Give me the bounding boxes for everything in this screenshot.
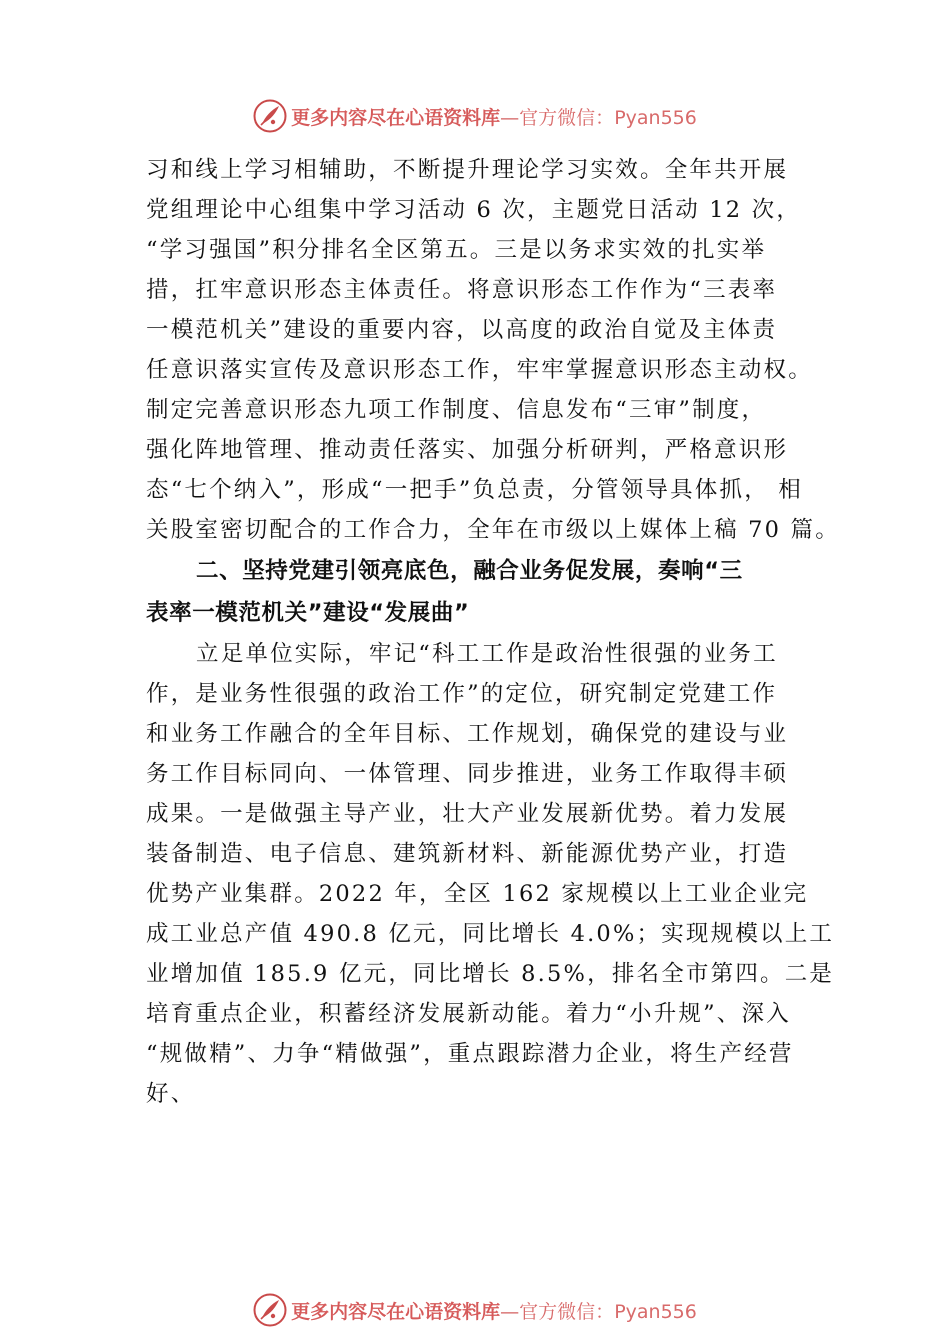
dash: —	[500, 1300, 520, 1323]
text-line: 一模范机关”建设的重要内容，以高度的政治自觉及主体责	[146, 317, 778, 343]
section-heading: 二、坚持党建引领亮底色，融合业务促发展，奏响“三	[196, 558, 743, 584]
paragraph-line: 培育重点企业，积蓄经济发展新动能。着力“小升规”、深入	[146, 1001, 791, 1027]
paragraph-line: 立足单位实际，牢记“科工工作是政治性很强的业务工	[196, 641, 778, 667]
paragraph-line: 作，是业务性很强的政治工作”的定位，研究制定党建工作	[146, 681, 778, 707]
paragraph-line: 成果。一是做强主导产业，壮大产业发展新优势。着力发展	[146, 801, 789, 827]
paragraph-line: 装备制造、电子信息、建筑新材料、新能源优势产业，打造	[146, 841, 789, 867]
text-line: 任意识落实宣传及意识形态工作，牢牢掌握意识形态主动权。	[146, 357, 813, 383]
quill-logo-icon	[253, 99, 287, 133]
text-line: 强化阵地管理、推动责任落实、加强分析研判，严格意识形	[146, 437, 789, 463]
text-line: 制定完善意识形态九项工作制度、信息发布“三审”制度，	[146, 397, 767, 423]
wechat-label: 官方微信：	[519, 1300, 615, 1323]
paragraph-line: 业增加值 185.9 亿元，同比增长 8.5%，排名全市第四。二是	[146, 961, 835, 987]
watermark-text	[291, 103, 697, 130]
paragraph-line: 好、	[146, 1081, 196, 1107]
text-line: 措，扛牢意识形态主体责任。将意识形态工作作为“三表率	[146, 277, 778, 303]
paragraph-line: “规做精”、力争“精做强”，重点跟踪潜力企业，将生产经营	[146, 1041, 794, 1067]
text-line: 党组理论中心组集中学习活动 6 次，主题党日活动 12 次，	[146, 197, 802, 223]
wechat-id: Pyan556	[614, 1300, 697, 1323]
text-line: 习和线上学习相辅助，不断提升理论学习实效。全年共开展	[146, 157, 789, 183]
text-line: 态“七个纳入”，形成“一把手”负总责，分管领导具体抓， 相	[146, 477, 803, 503]
paragraph-line: 务工作目标同向、一体管理、同步推进，业务工作取得丰硕	[146, 761, 789, 787]
paragraph-line: 优势产业集群。2022 年，全区 162 家规模以上工业企业完	[146, 881, 809, 907]
header-watermark	[0, 96, 950, 136]
text-line: “学习强国”积分排名全区第五。三是以务求实效的扎实举	[146, 237, 767, 263]
text-line: 关股室密切配合的工作合力，全年在市级以上媒体上稿 70 篇。	[146, 517, 840, 543]
dash: —	[500, 106, 520, 129]
footer-watermark	[0, 1290, 950, 1330]
paragraph-line: 成工业总产值 490.8 亿元，同比增长 4.0%；实现规模以上工	[146, 921, 835, 947]
wechat-id: Pyan556	[614, 106, 697, 129]
library-name: 更多内容尽在心语资料库	[291, 1300, 501, 1323]
paragraph-line: 和业务工作融合的全年目标、工作规划，确保党的建设与业	[146, 721, 789, 747]
section-heading-cont: 表率一模范机关”建设“发展曲”	[146, 600, 470, 626]
wechat-label: 官方微信：	[519, 106, 615, 129]
library-name: 更多内容尽在心语资料库	[291, 106, 501, 129]
quill-logo-icon	[253, 1293, 287, 1327]
document-body	[146, 150, 840, 1114]
watermark-text	[291, 1297, 697, 1324]
